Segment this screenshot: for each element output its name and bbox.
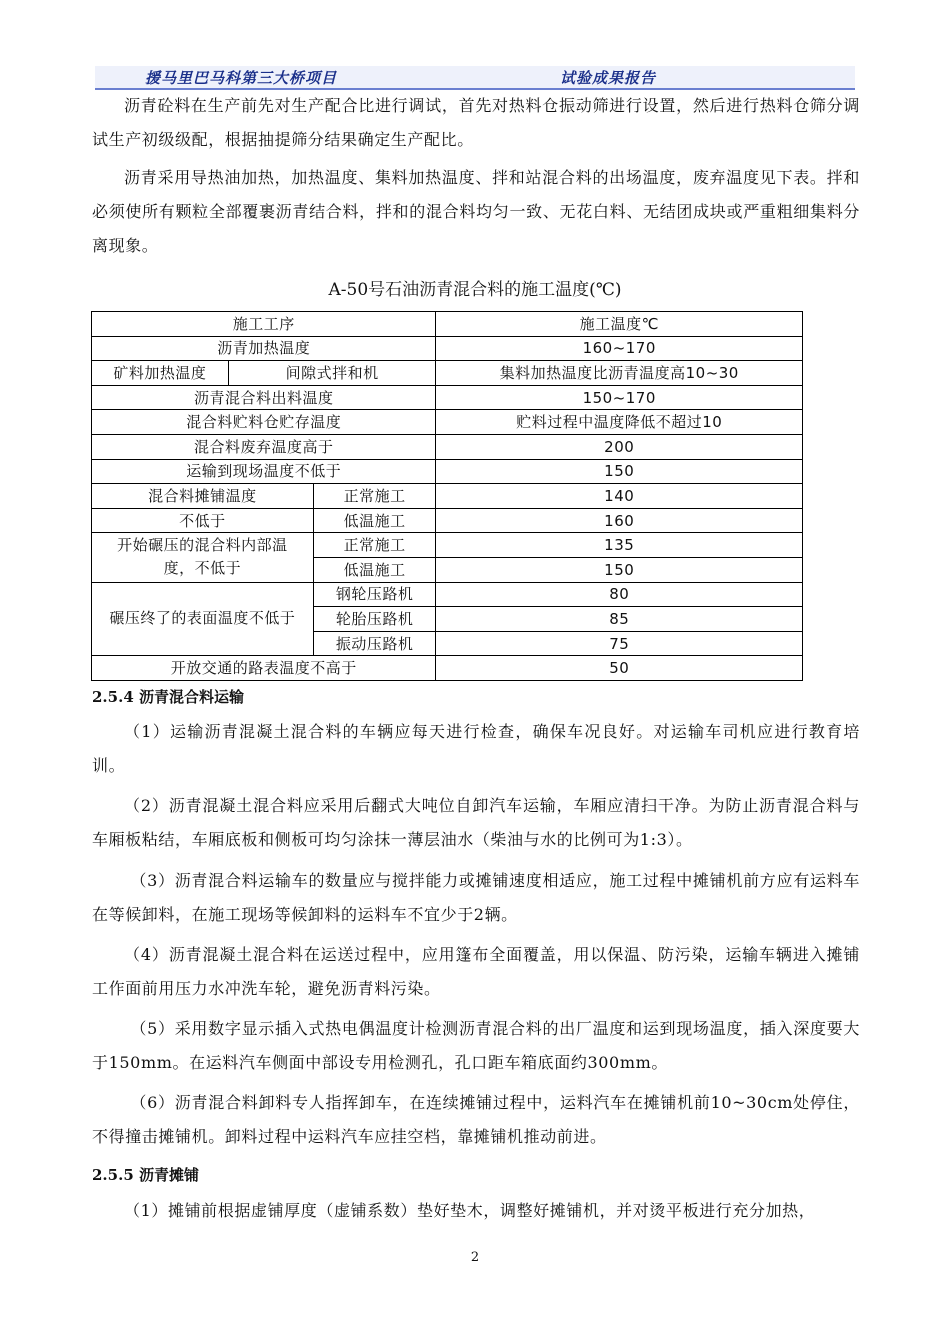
table-cell: 混合料摊铺温度 [92, 484, 314, 509]
table-cell: 钢轮压路机 [313, 582, 436, 607]
table-cell: 混合料废弃温度高于 [92, 434, 436, 459]
table-cell: 150 [436, 557, 803, 582]
table-cell: 140 [436, 484, 803, 509]
table-header-process: 施工工序 [92, 312, 436, 337]
table-row [92, 484, 803, 509]
table-cell: 正常施工 [313, 484, 436, 509]
table-cell: 正常施工 [313, 533, 436, 558]
table-header-row [92, 312, 803, 337]
table-header-temperature: 施工温度℃ [436, 312, 803, 337]
table-cell: 150~170 [436, 385, 803, 410]
header-report-title: 试验成果报告 [560, 69, 657, 87]
table-row [92, 434, 803, 459]
table-cell: 150 [436, 459, 803, 484]
table-caption: A-50号石油沥青混合料的施工温度(℃) [328, 280, 622, 300]
page-header [95, 66, 855, 90]
table-cell: 开放交通的路表温度不高于 [92, 656, 436, 681]
table-cell: 集料加热温度比沥青温度高10~30 [436, 361, 803, 386]
table-row [92, 656, 803, 681]
table-cell: 贮料过程中温度降低不超过10 [436, 410, 803, 435]
table-cell: 50 [436, 656, 803, 681]
transport-paragraph-3: （3）沥青混合料运输车的数量应与搅拌能力或摊铺速度相适应，施工过程中摊铺机前方应有运料车在等候卸料，在施工现场等候卸料的运料车不宜少于2辆。 [92, 871, 860, 924]
table-cell: 160~170 [436, 336, 803, 361]
table-cell: 80 [436, 582, 803, 607]
transport-paragraph-2: （2）沥青混凝土混合料应采用后翻式大吨位自卸汽车运输，车厢应清扫干净。为防止沥青混合料与车厢板粘结，车厢底板和侧板可均匀涂抹一薄层油水（柴油与水的比例可为1:3）。 [92, 796, 860, 849]
intro-paragraph-1: 沥青砼料在生产前先对生产配合比进行调试，首先对热料仓振动筛进行设置，然后进行热料仓筛分调试生产初级级配，根据抽提筛分结果确定生产配比。 [92, 96, 860, 149]
table-row [92, 336, 803, 361]
table-cell: 85 [436, 607, 803, 632]
page-number: 2 [470, 1250, 480, 1265]
table-cell: 矿料加热温度 [92, 361, 229, 386]
table-cell: 运输到现场温度不低于 [92, 459, 436, 484]
section-heading-transport: 2.5.4 沥青混合料运输 [92, 688, 244, 706]
table-cell: 160 [436, 508, 803, 533]
temperature-table [91, 311, 803, 681]
intro-paragraph-2: 沥青采用导热油加热，加热温度、集料加热温度、拌和站混合料的出场温度，废弃温度见下表。拌和必须使所有颗粒全部覆裹沥青结合料，拌和的混合料均匀一致、无花白料、无结团成块或严重粗细集料分离现象。 [92, 168, 860, 255]
table-cell: 碾压终了的表面温度不低于 [92, 582, 314, 656]
table-cell: 不低于 [92, 508, 314, 533]
table-row [92, 410, 803, 435]
paving-paragraph-1: （1）摊铺前根据虚铺厚度（虚铺系数）垫好垫木，调整好摊铺机，并对烫平板进行充分加热， [124, 1201, 816, 1220]
section-heading-paving: 2.5.5 沥青摊铺 [92, 1166, 199, 1184]
table-cell: 低温施工 [313, 557, 436, 582]
table-cell: 200 [436, 434, 803, 459]
table-cell: 沥青加热温度 [92, 336, 436, 361]
table-row [92, 533, 803, 558]
table-cell: 低温施工 [313, 508, 436, 533]
table-cell: 开始碾压的混合料内部温度，不低于 [92, 533, 314, 582]
table-cell: 间隙式拌和机 [228, 361, 436, 386]
table-cell: 135 [436, 533, 803, 558]
table-row [92, 361, 803, 386]
header-project-title: 援马里巴马科第三大桥项目 [145, 69, 338, 87]
transport-paragraph-6: （6）沥青混合料卸料专人指挥卸车，在连续摊铺过程中，运料汽车在摊铺机前10~30cm处停住，不得撞击摊铺机。卸料过程中运料汽车应挂空档，靠摊铺机推动前进。 [92, 1093, 860, 1146]
table-row [92, 459, 803, 484]
table-row [92, 508, 803, 533]
table-cell: 轮胎压路机 [313, 607, 436, 632]
transport-paragraph-1: （1）运输沥青混凝土混合料的车辆应每天进行检查，确保车况良好。对运输车司机应进行教育培训。 [92, 722, 860, 775]
table-cell: 振动压路机 [313, 631, 436, 656]
transport-paragraph-5: （5）采用数字显示插入式热电偶温度计检测沥青混合料的出厂温度和运到现场温度，插入深度要大于150mm。在运料汽车侧面中部设专用检测孔，孔口距车箱底面约300mm。 [92, 1019, 860, 1072]
table-cell: 混合料贮料仓贮存温度 [92, 410, 436, 435]
table-cell: 沥青混合料出料温度 [92, 385, 436, 410]
table-row [92, 582, 803, 607]
table-cell: 75 [436, 631, 803, 656]
transport-paragraph-4: （4）沥青混凝土混合料在运送过程中，应用篷布全面覆盖，用以保温、防污染，运输车辆进入摊铺工作面前用压力水冲洗车轮，避免沥青料污染。 [92, 945, 860, 998]
table-row [92, 385, 803, 410]
